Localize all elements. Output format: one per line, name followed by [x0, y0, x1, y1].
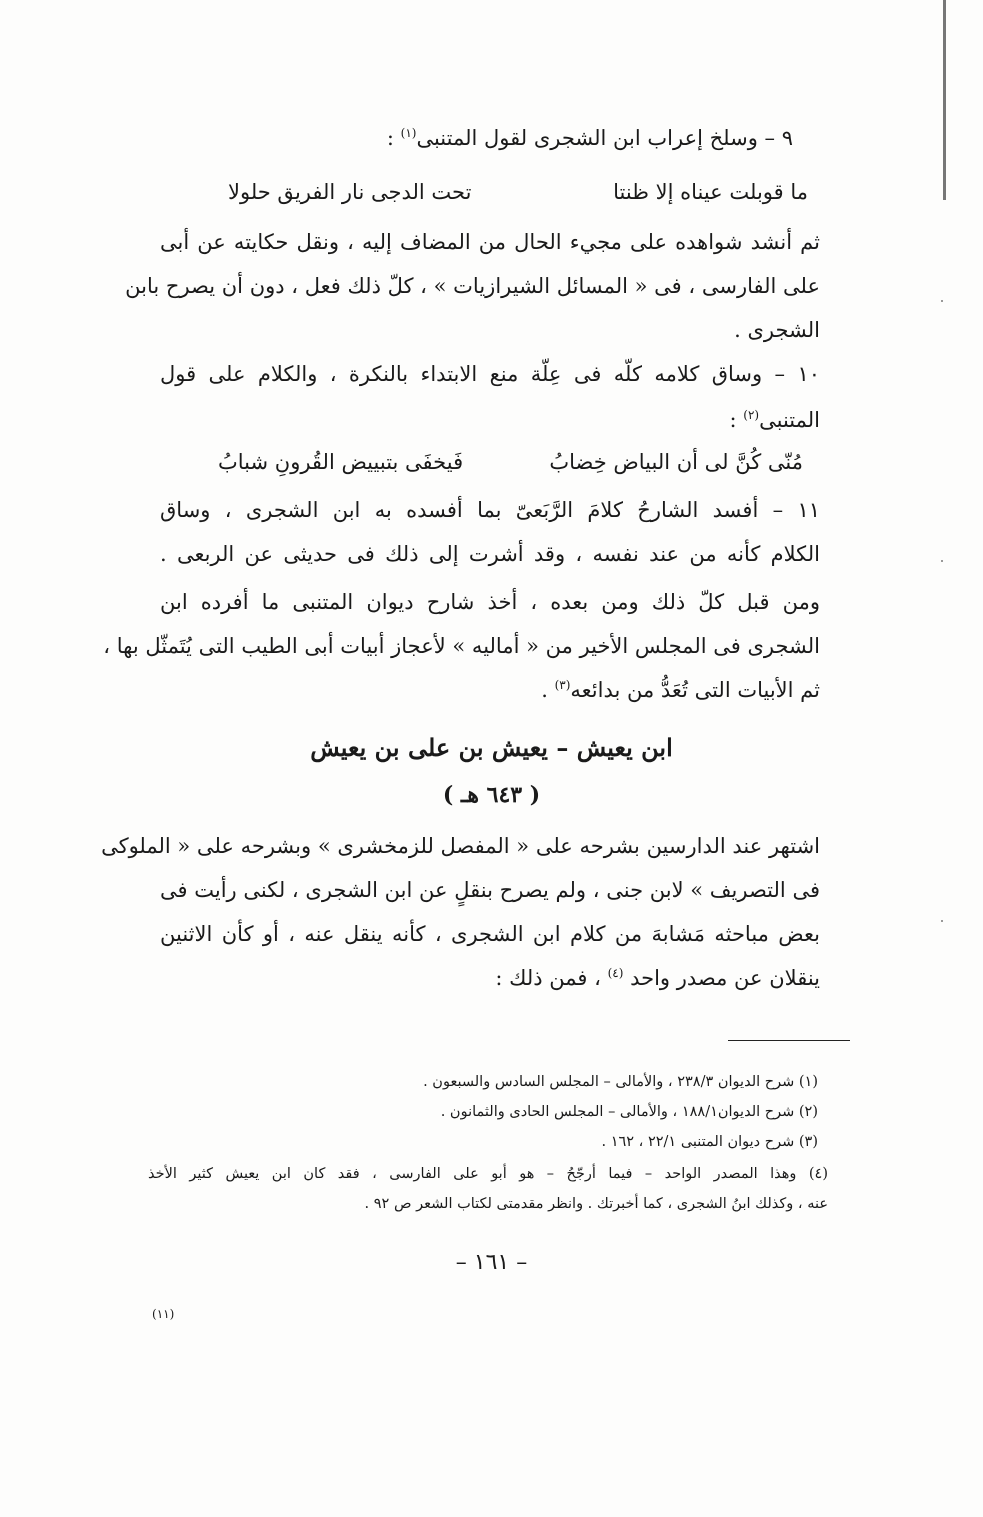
verse2-hemistich-left: فَيخفَى بتبييض القُرونِ شبابُ	[218, 450, 464, 474]
para9b-line3: الشجرى .	[734, 318, 820, 342]
para12-line3: ثم الأبيات التى تُعَدُّ من بدائعه$^{(٣)}$ .	[541, 678, 820, 702]
section-date: ( ٦٤٣ هـ )	[442, 782, 541, 808]
footnote-4-line2: عنه ، وكذلك ابنُ الشجرى ، كما أخبرتك . وانظر مقدمتى لكتاب الشعر ص ٩٢ .	[364, 1196, 828, 1212]
footnote-separator	[728, 1040, 850, 1041]
verse2-hemistich-right: مُنّى كُنَّ لى أن البياض خِضابُ	[549, 450, 803, 474]
para10-line1: ١٠ – وساق كلامه كلّه فى عِلّة منع الابتداء بالنكرة ، والكلام على قول	[160, 362, 820, 386]
para10-line2: المتنبى$^{(٢)}$ :	[729, 408, 820, 432]
footnote-4-line1: (٤) وهذا المصدر الواحد – فيما أرجّحُ – هو أبو على الفارسى ، فقد كان ابن يعيش كثير الأخذ	[148, 1166, 828, 1182]
para13-line1: اشتهر عند الدارسين بشرحه على « المفصل للزمخشرى » وبشرحه على « الملوكى	[101, 834, 820, 858]
para9-line1: ٩ – وسلخ إعراب ابن الشجرى لقول المتنبى$^{(١)}$ :	[386, 126, 793, 150]
para12-line1: ومن قبل كلّ ذلك ومن بعده ، أخذ شارح ديوان المتنبى ما أفرده ابن	[160, 590, 820, 614]
verse1-hemistich-right: ما قوبلت عيناه إلا ظنتا	[613, 180, 808, 204]
signature-mark: (١١)	[152, 1307, 175, 1321]
para11-line1: ١١ – أفسد الشارحُ كلامَ الرَّبَعىّ بما أفسده به ابن الشجرى ، وساق	[160, 498, 820, 522]
section-title: ابن يعيش – يعيش بن على بن يعيش	[310, 733, 673, 762]
para13-line3: بعض مباحثه مَشابهَ من كلام ابن الشجرى ، كأنه ينقل عنه ، أو كأن الاثنين	[160, 922, 820, 946]
scan-speck	[941, 300, 943, 302]
para13-line4: ينقلان عن مصدر واحد $^{(٤)}$ ، فمن ذلك :	[495, 966, 820, 990]
page-number: – ١٦١ –	[455, 1250, 528, 1275]
para11-line2: الكلام كأنه من عند نفسه ، وقد أشرت إلى ذلك فى حديثى عن الربعى .	[160, 542, 820, 566]
para12-line2: الشجرى فى المجلس الأخير من « أماليه » لأعجاز أبيات أبى الطيب التى يُتَمثّل بها ،	[103, 634, 820, 658]
scan-speck	[941, 560, 943, 562]
footnote-1: (١) شرح الديوان ٢٣٨/٣ ، والأمالى – المجلس السادس والسبعون .	[423, 1074, 818, 1090]
scan-speck	[941, 920, 943, 922]
verse1-hemistich-left: تحت الدجى نار الفريق حلولا	[228, 180, 472, 204]
para13-line2: فى التصريف » لابن جنى ، ولم يصرح بنقلٍ عن ابن الشجرى ، لكنى رأيت فى	[160, 878, 820, 902]
para9b-line1: ثم أنشد شواهده على مجيء الحال من المضاف إليه ، ونقل حكايته عن أبى	[160, 230, 820, 254]
footnote-3: (٣) شرح ديوان المتنبى ٢٢/١ ، ١٦٢ .	[601, 1134, 818, 1150]
scan-edge-mark	[943, 0, 946, 200]
para9b-line2: على الفارسى ، فى « المسائل الشيرازيات » ، كلّ ذلك فعل ، دون أن يصرح بابن	[125, 274, 820, 298]
footnote-2: (٢) شرح الديوان١٨٨/١ ، والأمالى – المجلس الحادى والثمانون .	[440, 1104, 818, 1120]
